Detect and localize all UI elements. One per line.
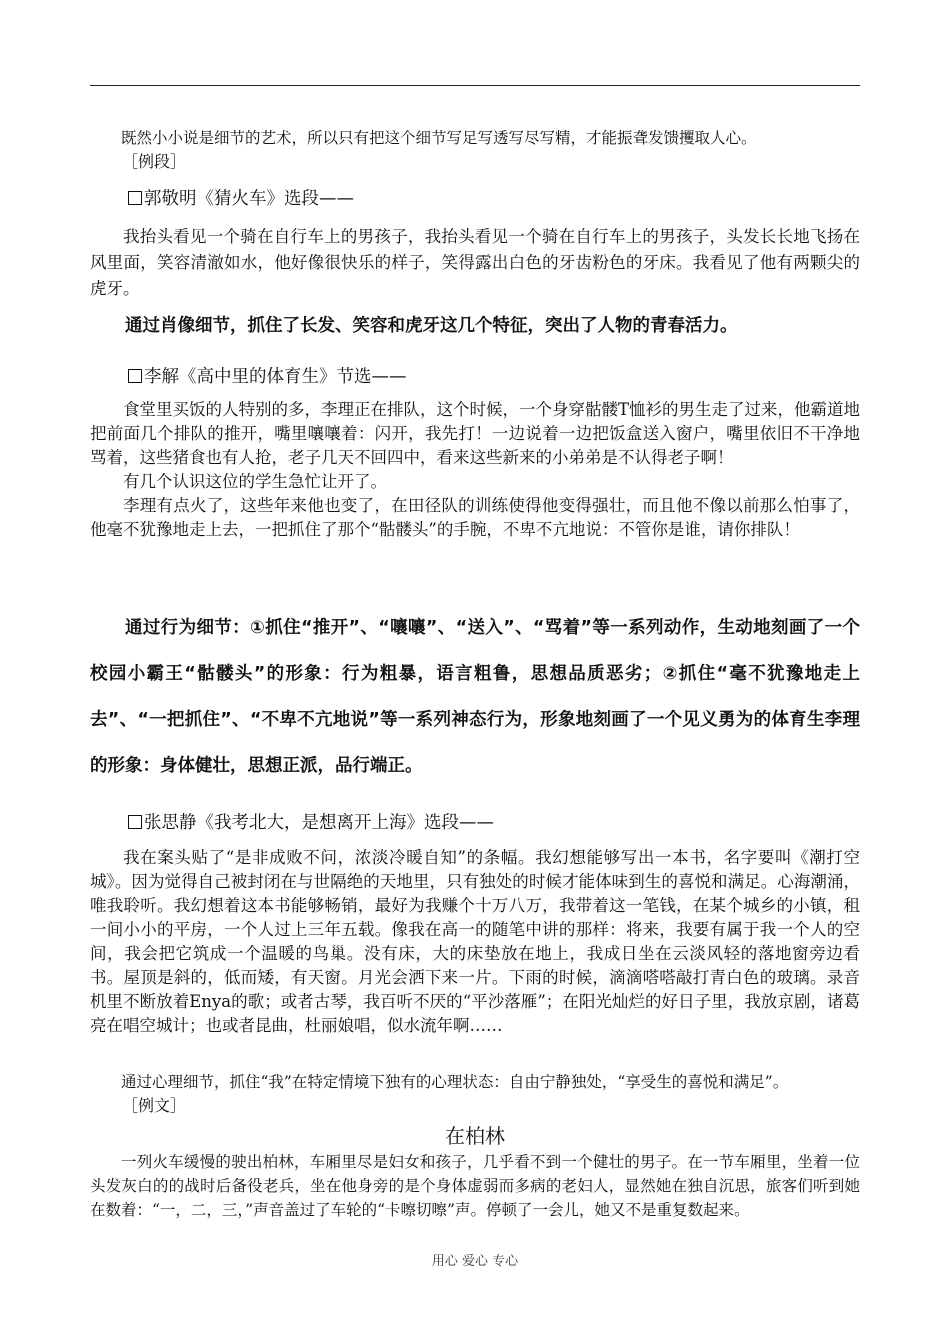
excerpt-paragraph: 有几个认识这位的学生急忙让开了。: [123, 472, 387, 491]
analysis-text: 通过心理细节，抓住“我”在特定情境下独有的心理状态：自由宁静独处，“享受生的喜悦和满足”。: [121, 1073, 789, 1091]
checkbox-square-icon: [128, 191, 142, 205]
section-heading: 张思静《我考北大，是想离开上海》选段——: [90, 810, 860, 836]
example-text-label: ［例文］: [122, 1096, 187, 1115]
header-rule: [90, 85, 860, 86]
story-paragraph: 一列火车缓慢的驶出柏林，车厢里尽是妇女和孩子，几乎看不到一个健壮的男子。在一节车厢里，坐着一位头发灰白的的战时后备役老兵，坐在他身旁的是个身体虚弱而多病的老妇人，显然她在独自沉思，旅客们听到她在数着：“一，二，三，”声音盖过了车轮的“卡嚓切嚓”声。停顿了一会儿，她又不是重复数起来。: [90, 1153, 860, 1219]
checkbox-square-icon: [128, 369, 142, 383]
section-zhang-body: [90, 846, 860, 1038]
story-body: [90, 1150, 860, 1222]
section-heading: 郭敬明《猜火车》选段——: [90, 186, 860, 212]
section-heading: 李解《高中里的体育生》节选——: [90, 364, 860, 390]
story-title: 在柏林: [445, 1124, 505, 1148]
excerpt-paragraph: 我在案头贴了“是非成败不问，浓淡冷暖自知”的条幅。我幻想能够写出一本书，名字要叫《潮打空城》。因为觉得自己被封闭在与世隔绝的天地里，只有独处的时候才能体味到生的喜悦和满足。心海潮涌，唯我聆听。我幻想着这本书能够畅销，最好为我赚个十万八万，我带着这一笔钱，在某个城乡的小镇，租一间小小的平房，一个人过上三年五载。像我在高一的随笔中讲的那样：将来，我要有属于我一个人的空间，我会把它筑成一个温暖的鸟巢。没有床，大的床垫放在地上，我成日坐在云淡风轻的落地窗旁边看书。屋顶是斜的，低而矮，有天窗。月光会洒下来一片。下雨的时候，滴滴嗒嗒敲打青白色的玻璃。录音机里不断放着Enya的歌；或者古琴，我百听不厌的“平沙落雁”；在阳光灿烂的好日子里，我放京剧，诸葛亮在唱空城计；也或者昆曲，杜丽娘唱，似水流年啊……: [90, 848, 860, 1035]
section-li-body: [90, 398, 860, 542]
checkbox-square-icon: [128, 815, 142, 829]
section-guo-analysis: [90, 313, 860, 339]
section-guo-body: [90, 224, 860, 302]
intro-line: 既然小小说是细节的艺术，所以只有把这个细节写足写透写尽写精，才能振聋发馈攫取人心。: [121, 129, 757, 147]
section-zhang-analysis: [90, 1070, 860, 1118]
analysis-text: 通过肖像细节，抓住了长发、笑容和虎牙这几个特征，突出了人物的青春活力。: [125, 316, 738, 336]
excerpt-paragraph: 我抬头看见一个骑在自行车上的男孩子，我抬头看见一个骑在自行车上的男孩子，头发长长地飞扬在风里面，笑容清澈如水，他好像很快乐的样子，笑得露出白色的牙齿粉色的牙床。我看见了他有两颗尖的虎牙。: [90, 227, 860, 298]
excerpt-paragraph: 李理有点火了，这些年来他也变了，在田径队的训练使得他变得强壮，而且他不像以前那么怕事了，他毫不犹豫地走上去，一把抓住了那个“骷髅头”的手腕，不卑不亢地说：不管你是谁，请你排队！: [90, 496, 860, 539]
analysis-text: 通过行为细节：①抓住“推开”、“嚷嚷”、“送入”、“骂着”等一系列动作，生动地刻画了一个校园小霸王“骷髅头”的形象：行为粗暴，语言粗鲁，思想品质恶劣；②抓住“毫不犹豫地走上去”、“一把抓住”、“不卑不亢地说”等一系列神态行为，形象地刻画了一个见义勇为的体育生李理的形象：身体健壮，思想正派，品行端正。: [90, 618, 860, 776]
intro-block: [90, 126, 860, 174]
excerpt-paragraph: 食堂里买饭的人特别的多，李理正在排队，这个时候，一个身穿骷髅T恤衫的男生走了过来，他霸道地把前面几个排队的推开，嘴里嚷嚷着：闪开，我先打！一边说着一边把饭盒送入窗户，嘴里依旧不干净地骂着，这些猪食也有人抢，老子几天不回四中，看来这些新来的小弟弟是不认得老子啊！: [90, 400, 861, 467]
section-li: [90, 364, 860, 390]
page-footer: 用心 爱心 专心: [431, 1254, 519, 1269]
section-li-analysis: [90, 605, 860, 789]
section-zhang: [90, 810, 860, 836]
section-guo: [90, 186, 860, 212]
example-segment-label: ［例段］: [122, 152, 187, 171]
